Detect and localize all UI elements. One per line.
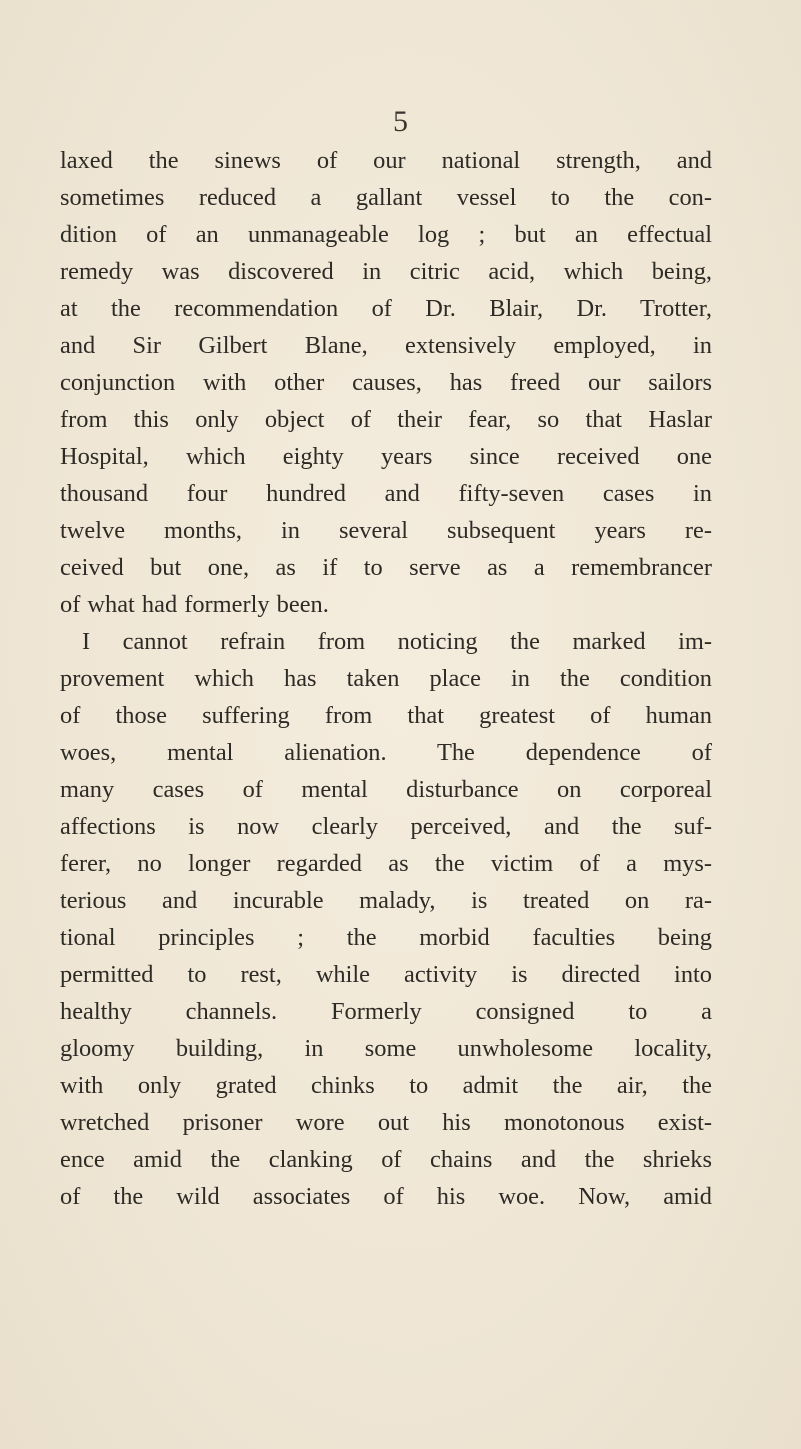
page-number: 5 — [393, 105, 408, 138]
paragraph-end-line: of what had formerly been. — [60, 591, 329, 618]
text-line: healthy channels. Formerly consigned to a — [60, 998, 712, 1025]
text-line: tional principles ; the morbid faculties being — [60, 924, 712, 951]
text-line: twelve months, in several subsequent years re- — [60, 517, 712, 544]
body-text — [60, 142, 712, 1215]
text-line: affections is now clearly perceived, and the suf- — [60, 813, 712, 840]
text-line: at the recommendation of Dr. Blair, Dr. Trotter, — [60, 295, 712, 322]
text-line: conjunction with other causes, has freed our sailors — [60, 369, 712, 396]
text-line: sometimes reduced a gallant vessel to the con- — [60, 184, 712, 211]
text-line: ceived but one, as if to serve as a remembrancer — [60, 554, 712, 581]
text-line: ferer, no longer regarded as the victim of a mys- — [60, 850, 712, 877]
text-line: Hospital, which eighty years since received one — [60, 443, 712, 470]
text-line: permitted to rest, while activity is directed into — [60, 961, 712, 988]
text-line: provement which has taken place in the condition — [60, 665, 712, 692]
text-line: from this only object of their fear, so that Haslar — [60, 406, 712, 433]
text-line: thousand four hundred and fifty-seven cases in — [60, 480, 712, 507]
text-line: wretched prisoner wore out his monotonous exist- — [60, 1109, 712, 1136]
text-line: woes, mental alienation. The dependence of — [60, 739, 712, 766]
text-line: dition of an unmanageable log ; but an effectual — [60, 221, 712, 248]
paragraph-start-line: I cannot refrain from noticing the marked im- — [82, 628, 712, 655]
text-line: ence amid the clanking of chains and the shrieks — [60, 1146, 712, 1173]
text-line: many cases of mental disturbance on corporeal — [60, 776, 712, 803]
text-line: gloomy building, in some unwholesome locality, — [60, 1035, 712, 1062]
text-line: of those suffering from that greatest of human — [60, 702, 712, 729]
text-line: of the wild associates of his woe. Now, amid — [60, 1183, 712, 1210]
text-line: with only grated chinks to admit the air, the — [60, 1072, 712, 1099]
text-line: and Sir Gilbert Blane, extensively employed, in — [60, 332, 712, 359]
text-line: laxed the sinews of our national strength, and — [60, 147, 712, 174]
text-line: terious and incurable malady, is treated on ra- — [60, 887, 712, 914]
text-line: remedy was discovered in citric acid, which being, — [60, 258, 712, 285]
